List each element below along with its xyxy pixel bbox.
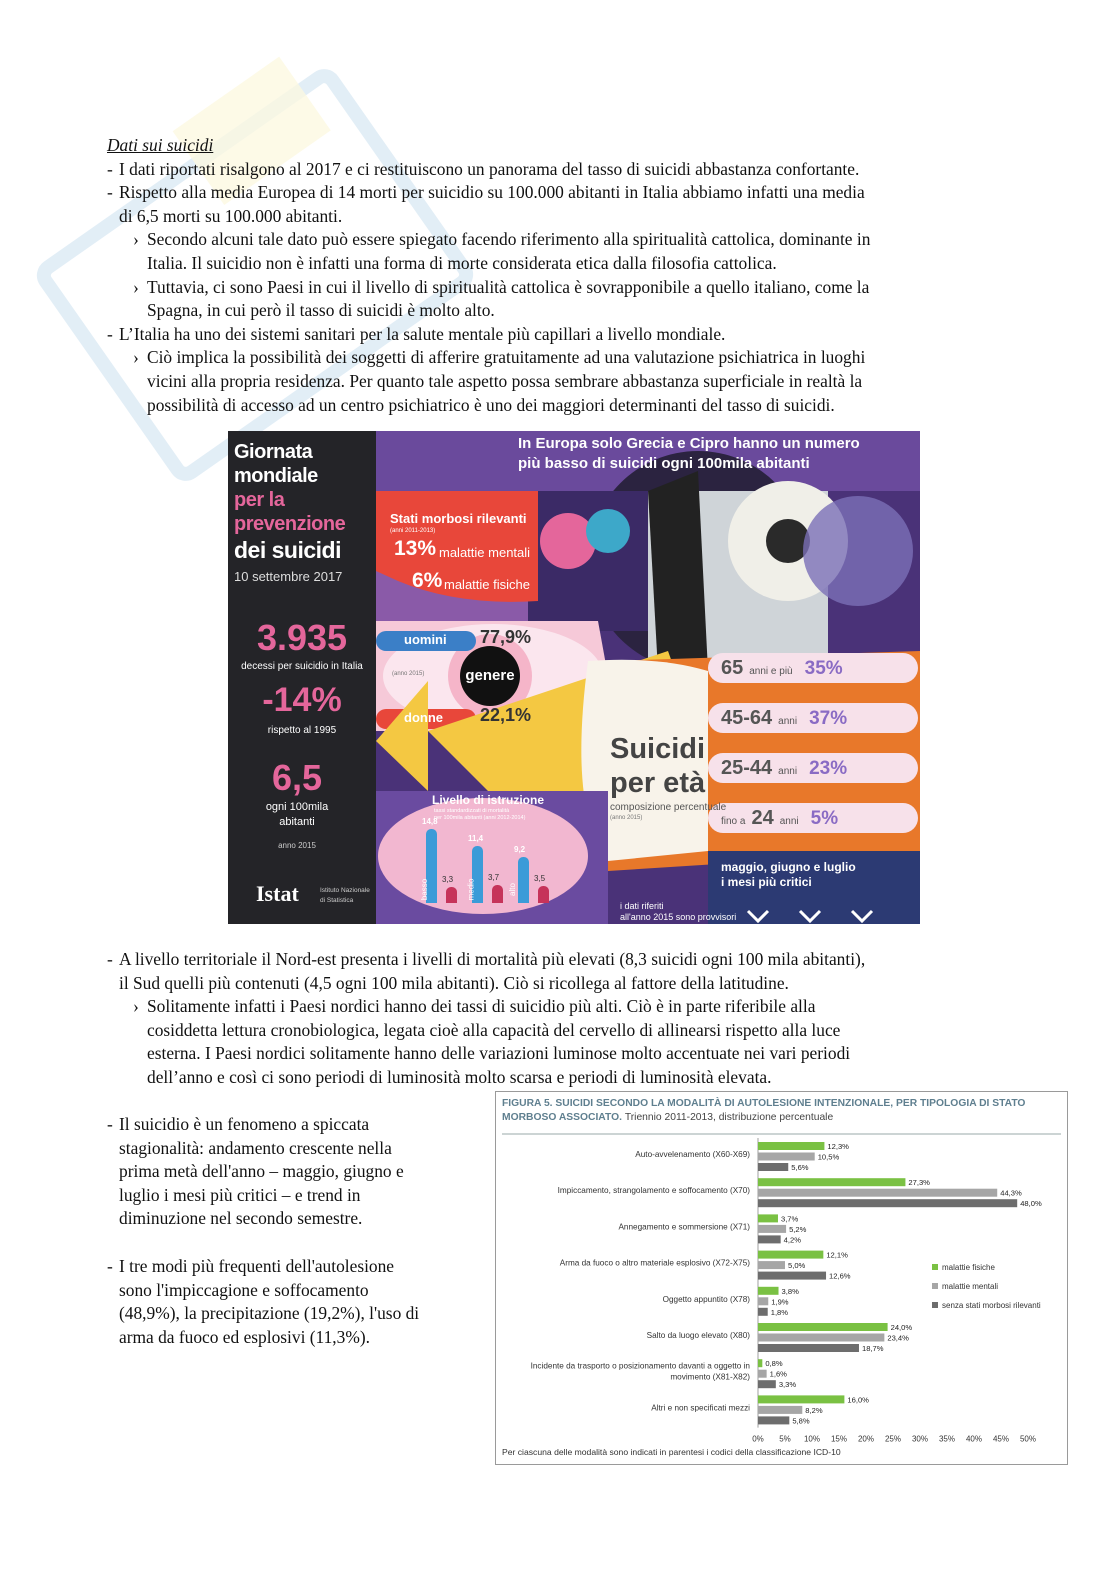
category-label: Oggetto appuntito (X78): [662, 1294, 750, 1304]
age-row: [721, 657, 849, 680]
istat-logo-sub: Istituto Nazionale: [320, 887, 370, 894]
bar-malattie-fisiche: [758, 1395, 844, 1403]
category-label: Salto da luogo elevato (X80): [646, 1331, 750, 1340]
education-value-women: 3,5: [534, 873, 546, 883]
bullet-text-line: Solitamente infatti i Paesi nordici hanno dei tassi di suicidio più alti. Ciò è in parte riferibile alla: [147, 996, 816, 1017]
bullet-text-line: dell’anno e così ci sono periodi di luminosità molto scarsa e periodi di luminosità elevata.: [147, 1066, 772, 1087]
age-row-num: 25-44: [721, 757, 773, 779]
age-row-suffix: anni: [779, 816, 799, 827]
stat-tasso-label: abitanti: [279, 816, 315, 828]
age-row-pct: 23%: [809, 758, 848, 779]
education-title: Livello di istruzione: [432, 793, 545, 807]
bullet-marker: [107, 972, 119, 996]
bar-value-label: 12,1%: [826, 1250, 848, 1260]
bullet-marker: ›: [133, 996, 139, 1017]
bullet-marker: [133, 299, 147, 323]
bar-value-label: 4,2%: [783, 1235, 801, 1245]
bullet-item: [107, 181, 1017, 228]
bar-value-label: 1,9%: [771, 1297, 789, 1307]
bullet-marker: [107, 1302, 119, 1326]
bullet-item: [107, 158, 1017, 182]
stat-variazione-label: rispetto al 1995: [267, 725, 337, 736]
bar-malattie-mentali: [758, 1189, 997, 1197]
bar-value-label: 5,6%: [791, 1163, 809, 1172]
bullet-text-line: I dati riportati risalgono al 2017 e ci restituiscono un panorama del tasso di suicidi abbastanza confortante.: [119, 158, 860, 179]
legend-swatch: [932, 1302, 938, 1308]
morbid-physical-pct: 6%: [412, 569, 443, 592]
age-row-suffix: anni e più: [749, 666, 793, 677]
bullet-marker: [133, 1019, 147, 1043]
bar-senza-stati-morbosi-rilevanti: [758, 1308, 768, 1316]
age-row-suffix: anni: [778, 716, 798, 727]
bar-malattie-fisiche: [758, 1287, 779, 1295]
bullet-marker: -: [107, 1255, 113, 1276]
age-row-pct: 35%: [804, 658, 843, 679]
bullet-text-line: prima metà dell'anno – maggio, giugno e: [119, 1161, 404, 1182]
bar-value-label: 3,8%: [781, 1286, 799, 1296]
bar-value-label: 10,5%: [817, 1152, 840, 1162]
sidebar-title-line: mondiale: [234, 465, 318, 487]
bar-value-label: 27,3%: [908, 1178, 930, 1188]
bullet-text-line: luglio i mesi più critici – e trend in: [119, 1184, 361, 1205]
bar-value-label: 23,4%: [887, 1333, 909, 1343]
bar-senza-stati-morbosi-rilevanti: [758, 1272, 826, 1280]
education-value-men: 14,8: [422, 817, 438, 826]
age-row-num: 45-64: [721, 707, 773, 729]
bullet-marker: -: [107, 158, 113, 179]
age-row-num: 24: [751, 807, 774, 829]
bar-malattie-fisiche: [758, 1214, 778, 1222]
bar-malattie-mentali: [758, 1370, 767, 1378]
bar-malattie-mentali: [758, 1225, 786, 1233]
x-tick-label: 45%: [992, 1434, 1010, 1444]
bar-value-label: 44,3%: [1000, 1188, 1022, 1198]
x-tick-label: 10%: [803, 1434, 821, 1444]
bar-value-label: 5,8%: [792, 1416, 810, 1426]
bar-malattie-fisiche: [758, 1251, 823, 1259]
bar-chart: [496, 1092, 1067, 1464]
age-row-pct: 5%: [810, 808, 839, 829]
sidebar-title-line: per la: [234, 489, 285, 511]
figure-note: Per ciascuna delle modalità sono indicati in parentesi i codici della classificazione ICD-10: [502, 1447, 841, 1457]
morbid-mental-label: malattie mentali: [439, 545, 531, 560]
education-group-label: basso: [420, 878, 430, 901]
bar-malattie-mentali: [758, 1153, 815, 1161]
education-group-label: medio: [466, 878, 476, 901]
bar-value-label: 8,2%: [805, 1405, 823, 1415]
legend-entry: senza stati morbosi rilevanti: [942, 1301, 1041, 1310]
legend-swatch: [932, 1264, 938, 1270]
bullet-text-line: cosiddetta lettura cronobiologica, legata cioè alla capacità del cervello di allinearsi rispetto alla luce: [147, 1019, 841, 1040]
gender-women-label: donne: [404, 710, 443, 725]
bullet-marker: ›: [133, 229, 139, 250]
bar-value-label: 1,6%: [769, 1369, 787, 1379]
gender-women-pct: 22,1%: [480, 705, 532, 725]
sub-bullet-item: [107, 276, 1017, 323]
bar-senza-stati-morbosi-rilevanti: [758, 1380, 776, 1388]
morbid-physical-label: malattie fisiche: [444, 577, 530, 592]
age-row-pre: fino a: [721, 816, 746, 827]
bullet-text-line: Secondo alcuni tale dato può essere spiegato facendo riferimento alla spiritualità cattolica, dominante in: [147, 229, 871, 250]
bar-value-label: 12,3%: [827, 1142, 849, 1151]
bar-value-label: 5,2%: [789, 1224, 807, 1234]
bullet-text-line: (48,9%), la precipitazione (19,2%), l'uso di: [119, 1303, 420, 1324]
education-subtitle: tassi standardizzati di mortalità: [434, 808, 510, 814]
education-value-men: 9,2: [514, 845, 526, 854]
bullet-marker: [107, 1207, 119, 1231]
category-label: Altri e non specificati mezzi: [651, 1403, 750, 1413]
legend-swatch: [932, 1283, 938, 1289]
bullet-text-line: Ciò implica la possibilità dei soggetti di afferire gratuitamente ad una valutazione psichiatrica in luoghi: [147, 347, 866, 368]
infographic-footnote: i dati riferiti: [620, 901, 664, 911]
age-months-note: maggio, giugno e luglio: [721, 860, 856, 874]
bar-senza-stati-morbosi-rilevanti: [758, 1416, 789, 1424]
bullet-marker: [107, 1160, 119, 1184]
age-row-suffix: anni: [778, 766, 798, 777]
age-row-pct: 37%: [809, 708, 848, 729]
age-subtitle: composizione percentuale: [610, 802, 727, 813]
bar-value-label: 3,3%: [778, 1380, 797, 1390]
bullet-text-line: A livello territoriale il Nord-est presenta i livelli di mortalità più elevati (8,3 suicidi ogni 100 mila abitanti),: [119, 949, 866, 969]
x-tick-label: 30%: [911, 1434, 929, 1444]
bullet-text-line: arma da fuoco ed esplosivi (11,3%).: [119, 1326, 370, 1347]
category-label: Impiccamento, strangolamento e soffocamento (X70): [557, 1186, 750, 1196]
bar-malattie-mentali: [758, 1406, 802, 1414]
bar-value-label: 3,7%: [780, 1214, 799, 1224]
bullet-item: [107, 323, 1017, 347]
bullet-marker: [133, 394, 147, 418]
bullet-marker: [107, 1184, 119, 1208]
x-tick-label: 25%: [884, 1434, 902, 1444]
stat-tasso-year: anno 2015: [278, 841, 316, 850]
x-tick-label: 40%: [965, 1434, 983, 1444]
sidebar-date: 10 settembre 2017: [234, 569, 343, 584]
bullet-text-line: Rispetto alla media Europea di 14 morti per suicidio su 100.000 abitanti in Italia abbiamo infatti una media: [119, 182, 865, 203]
bullet-text-line: sono l'impiccagione e soffocamento: [119, 1279, 369, 1300]
bullet-text-line: possibilità di accesso ad un centro psichiatrico è uno dei maggiori determinanti del tasso di suicidi.: [147, 394, 835, 415]
bullet-text-line: Tuttavia, ci sono Paesi in cui il livello di spiritualità cattolica è sovrapponibile a quello italiano, come la: [147, 276, 870, 297]
stat-tasso-label: ogni 100mila: [265, 801, 329, 813]
stat-decessi-label: decessi per suicidio in Italia: [241, 661, 363, 672]
bar-malattie-mentali: [758, 1297, 768, 1305]
bar-value-label: 16,0%: [847, 1395, 869, 1405]
bullet-marker: ›: [133, 276, 139, 297]
bar-value-label: 12,6%: [829, 1271, 851, 1281]
infographic-footnote: all'anno 2015 sono provvisori: [620, 912, 737, 922]
sidebar-title-line: Giornata: [234, 441, 313, 463]
bullet-text-line: diminuzione nel secondo semestre.: [119, 1208, 363, 1229]
bar-malattie-mentali: [758, 1261, 785, 1269]
bar-senza-stati-morbosi-rilevanti: [758, 1163, 788, 1171]
age-row: [721, 807, 844, 830]
education-value-women: 3,7: [488, 872, 500, 882]
bar-malattie-fisiche: [758, 1178, 905, 1186]
bar-malattie-fisiche: [758, 1142, 824, 1150]
section-title: Dati sui suicidi: [107, 135, 214, 155]
education-value-men: 11,4: [468, 834, 484, 843]
bullet-list-top: [107, 158, 1017, 418]
education-subtitle: per 100mila abitanti (anni 2012-2014): [434, 815, 526, 821]
figure-title: FIGURA 5. SUICIDI SECONDO LA MODALITÀ DI AUTOLESIONE INTENZIONALE, PER TIPOLOGIA DI STATO MORBOSO ASSOCIATO. Triennio 2011-2013, distribuzione percentuale: [502, 1098, 1026, 1123]
bar-value-label: 18,7%: [861, 1344, 884, 1353]
bullet-list-middle: [107, 948, 1017, 1090]
category-label: Incidente da trasporto o posizionamento davanti a oggetto in: [530, 1361, 750, 1371]
sub-bullet-item: [107, 346, 1017, 417]
x-tick-label: 0%: [752, 1434, 764, 1444]
gender-men-pct: 77,9%: [480, 627, 532, 647]
infographic-headline: In Europa solo Grecia e Cipro hanno un numero: [518, 435, 860, 452]
bar-value-label: 48,0%: [1020, 1199, 1042, 1209]
sidebar-title-line: prevenzione: [234, 513, 346, 535]
bullet-marker: -: [107, 182, 113, 203]
category-label: Annegamento e sommersione (X71): [618, 1222, 750, 1232]
bar-value-label: 24,0%: [890, 1323, 913, 1332]
bullet-text-line: il Sud quelli più contenuti (4,5 ogni 100 mila abitanti). Ciò si ricollega al fattore della latitudine.: [119, 972, 789, 993]
education-group-label: alto: [507, 883, 517, 896]
age-row: [721, 757, 853, 780]
bullet-text-line: Italia. Il suicidio non è infatti una forma di morte considerata etica dalla filosofia cattolica.: [147, 252, 777, 273]
stat-variazione-value: -14%: [262, 681, 342, 719]
bullet-marker: [107, 1326, 119, 1350]
bullet-marker: [107, 1137, 119, 1161]
age-year: (anno 2015): [610, 815, 643, 821]
istat-logo-sub: di Statistica: [320, 897, 354, 904]
bar-value-label: 0,8%: [765, 1359, 783, 1369]
x-tick-label: 20%: [857, 1434, 875, 1444]
education-bar-women: [446, 887, 457, 904]
education-value-women: 3,3: [442, 874, 454, 884]
age-title: per età: [610, 767, 706, 799]
x-tick-label: 15%: [830, 1434, 848, 1444]
infographic-headline: più basso di suicidi ogni 100mila abitanti: [518, 455, 810, 472]
bullet-marker: [133, 370, 147, 394]
age-row: [721, 707, 853, 730]
x-tick-label: 35%: [938, 1434, 956, 1444]
bullet-marker: -: [107, 949, 113, 969]
bullet-text-line: di 6,5 morti su 100.000 abitanti.: [119, 205, 343, 226]
bullet-text-line: esterna. I Paesi nordici solitamente hanno delle variazioni luminose molto accentuate nei vari periodi: [147, 1043, 851, 1064]
bullet-item: [107, 1113, 487, 1231]
bullet-marker: [107, 1279, 119, 1303]
bar-senza-stati-morbosi-rilevanti: [758, 1235, 781, 1243]
stat-tasso-value: 6,5: [271, 757, 323, 798]
bullet-marker: -: [107, 323, 113, 344]
bullet-text-line: stagionalità: andamento crescente nella: [119, 1137, 392, 1158]
bullet-item: [107, 948, 1017, 995]
bullet-text-line: Spagna, in cui però il tasso di suicidi è molto alto.: [147, 300, 495, 321]
bullet-text-line: I tre modi più frequenti dell'autolesione: [119, 1255, 395, 1276]
education-bar-women: [492, 885, 503, 904]
age-title: Suicidi: [610, 733, 706, 765]
bullet-marker: [133, 252, 147, 276]
x-tick-label: 5%: [779, 1434, 791, 1444]
gender-men-label: uomini: [404, 632, 447, 647]
legend-entry: malattie mentali: [942, 1282, 999, 1291]
bullet-text-line: vicini alla propria residenza. Per quanto tale aspetto possa sembrare abbastanza superficiale in realtà la: [147, 370, 863, 391]
istat-logo: Istat: [256, 881, 299, 906]
bar-senza-stati-morbosi-rilevanti: [758, 1344, 859, 1352]
gender-center: genere: [465, 667, 515, 684]
category-label: movimento (X81-X82): [670, 1372, 750, 1382]
istat-infographic: [228, 431, 920, 924]
bar-malattie-fisiche: [758, 1359, 762, 1367]
bar-senza-stati-morbosi-rilevanti: [758, 1199, 1017, 1207]
bullet-marker: [107, 205, 119, 229]
bar-malattie-mentali: [758, 1334, 884, 1342]
bar-value-label: 1,8%: [770, 1307, 789, 1317]
bullet-marker: ›: [133, 347, 139, 368]
bullet-marker: [133, 1066, 147, 1090]
bullet-text-line: L’Italia ha uno dei sistemi sanitari per la salute mentale più capillari a livello mondiale.: [119, 323, 726, 344]
legend-entry: malattie fisiche: [942, 1263, 995, 1272]
morbid-period: (anni 2011-2013): [390, 528, 436, 534]
education-bar-men: [518, 857, 529, 903]
category-label: Arma da fuoco o altro materiale esplosivo (X72-X75): [559, 1258, 750, 1268]
x-tick-label: 50%: [1019, 1434, 1037, 1444]
sidebar-title-line: dei suicidi: [234, 537, 341, 563]
age-months-note: i mesi più critici: [721, 875, 812, 889]
bullet-item: [107, 1255, 487, 1349]
morbid-mental-pct: 13%: [394, 537, 437, 560]
morbid-title: Stati morbosi rilevanti: [390, 511, 527, 526]
bullet-text-line: Il suicidio è un fenomeno a spiccata: [119, 1114, 370, 1134]
stat-decessi-value: 3.935: [256, 617, 348, 658]
bar-malattie-fisiche: [758, 1323, 888, 1331]
bullet-marker: [133, 1042, 147, 1066]
bullet-list-left: [107, 1113, 487, 1349]
age-row-num: 65: [721, 657, 744, 679]
bullet-marker: -: [107, 1114, 113, 1134]
category-label: Auto-avvelenamento (X60-X69): [635, 1150, 750, 1159]
sub-bullet-item: [107, 228, 1017, 275]
gender-year: (anno 2015): [392, 671, 425, 677]
figure-5-chart: [495, 1091, 1068, 1465]
education-bar-women: [538, 886, 549, 904]
sub-bullet-item: [107, 995, 1017, 1089]
bar-value-label: 5,0%: [788, 1261, 806, 1271]
